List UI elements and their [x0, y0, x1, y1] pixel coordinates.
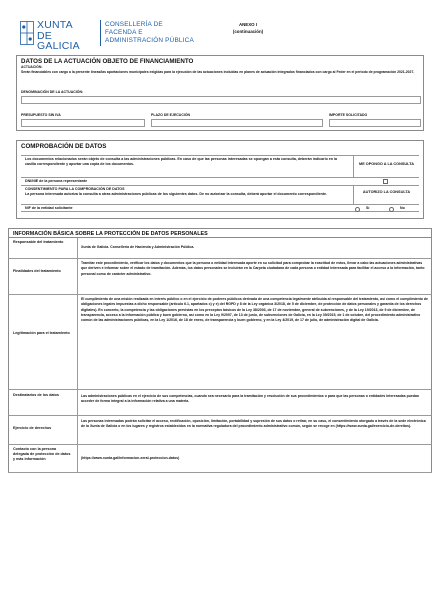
dni-label: DNI/NIE de la persona representante	[25, 179, 88, 183]
action-data-title: DATOS DE LA ACTUACIÓN OBJETO DE FINANCIAMIENTO	[21, 58, 194, 65]
yes-label: Sí	[366, 206, 370, 210]
dept-line3: ADMINISTRACIÓN PÚBLICA	[105, 37, 194, 44]
annex-subtitle: (continuación)	[232, 29, 264, 34]
oppose-text: Los documentos relacionados serán objeto de consulta a las administraciones públicas. En caso de que las personas interesadas se opongan a esta consulta, deberán indicarlo en la casilla correspondiente y aportar una copia de los documentos.	[25, 157, 337, 167]
protection-row-rights	[8, 416, 432, 445]
check-row-dni	[21, 177, 419, 185]
recipients-label: Destinatarios de los datos	[13, 393, 59, 397]
denomination-label: DENOMINACIÓN DE LA ACTUACIÓN:	[21, 90, 84, 94]
oppose-checkbox[interactable]	[383, 179, 388, 184]
column-divider	[77, 390, 78, 415]
responsible-text: Xunta de Galicia. Consellería de Hacienda y Administración Pública.	[81, 245, 195, 249]
legitimation-label: Legitimación para el tratamiento	[13, 331, 70, 335]
data-check-section	[16, 140, 424, 219]
logo-divider	[100, 20, 101, 46]
budget-label: PRESUPUESTO SIN IVA	[21, 113, 61, 117]
recipients-text: Las administraciones públicas en el ejercicio de sus competencias, cuando sea necesario para la tramitación y resolución de sus procedimientos o para que las personas o entidades interesadas puedan acceder de forma integral a la información relativa a una materia.	[81, 394, 420, 404]
logo-text	[37, 20, 96, 52]
column-divider	[77, 238, 78, 258]
logo-line2: DE GALICIA	[37, 29, 80, 52]
check-row-oppose	[21, 155, 419, 177]
contact-label: Contacto con la persona delegada de protección de datos y más información	[13, 447, 71, 462]
protection-row-responsible	[8, 238, 432, 259]
oppose-option-header: ME OPONGO A LA CONSULTA	[353, 156, 419, 178]
annex-label	[223, 21, 273, 35]
purposes-label: Finalidades del tratamiento	[13, 269, 61, 273]
column-divider	[77, 445, 78, 472]
check-row-nif	[21, 204, 419, 212]
logo-line1: XUNTA	[37, 19, 73, 31]
amount-label: IMPORTE SOLICITADO	[329, 113, 368, 117]
data-check-title: COMPROBACIÓN DE DATOS	[21, 143, 107, 150]
column-divider	[77, 416, 78, 444]
column-divider	[77, 259, 78, 294]
action-data-section	[16, 55, 424, 131]
protection-row-legitimation	[8, 295, 432, 390]
dept-line1: CONSELLERÍA DE	[105, 21, 163, 28]
department-name	[105, 21, 194, 45]
nif-label: NIF de la entidad solicitante	[25, 206, 73, 210]
rights-text: Las personas interesadas podrán solicitar el acceso, rectificación, oposición, limitación, portabilidad y supresión de sus datos o retirar, en su caso, el consentimiento otorgado a través de la sede electrónica de la Xunta de Galicia o en los lugares y registros establecidos en la normativa reguladora del procedimiento administrativo común, según se recoge en (https://www.xunta.gal/exercicio-de-dereitos).	[81, 419, 426, 429]
xunta-logo	[20, 19, 96, 52]
legitimation-text: El cumplimiento de una misión realizada en interés público o en el ejercicio de poderes públicos derivada de una competencia legalmente atribuida al responsable del tratamiento, así como el cumplimiento de obligaciones legales impuestas a dicho responsable (artículo 6.1, apartados c) y e) del RGPD y 8 de la Ley orgánica 3/2018, de 5 de diciembre, de protección de datos personales y garantía de los derechos digitales). En concreto, la competencia y las obligaciones previstas en los preceptos básicos de la Ley 38/2003, de 17 de noviembre, general de subvenciones, y de la Ley 19/2013, de 9 de diciembre, de transparencia, acceso a la información pública y buen gobierno, así como en la Ley 9/2007, de 13 de junio, de subvenciones de Galicia, en la Ley 39/2015, de 1 de octubre, del procedimiento administrativo común de las administraciones públicas, en la Ley 1/2016, de 18 de enero, de transparencia y buen gobierno, y en la Ley 4/2019, de 17 de julio, de administración digital de Galicia.	[81, 297, 428, 323]
term-field[interactable]	[151, 119, 323, 127]
action-subtitle: ACTUACIÓN:	[21, 65, 43, 69]
dept-line2: FACENDA E	[105, 29, 143, 36]
denomination-field[interactable]	[21, 96, 421, 104]
galicia-shield-icon	[20, 21, 34, 45]
protection-row-recipients	[8, 390, 432, 416]
amount-field[interactable]	[329, 119, 421, 127]
protection-row-purposes	[8, 259, 432, 295]
protection-row-contact	[8, 445, 432, 473]
action-intro-text: Serán financiables con cargo a la presente líneas/las aportaciones municipales exigidas para la ejecución de las actuaciones incluidas en planes de actuación integrados financiados con cargo al Feder en el periodo de programación 2021-2027.	[21, 70, 415, 74]
rights-label: Ejercicio de derechos	[13, 426, 52, 430]
column-divider	[77, 295, 78, 389]
page-header	[0, 0, 439, 56]
annex-title: ANEXO I	[238, 22, 258, 27]
authorize-option-header: AUTORIZO LA CONSULTA	[353, 186, 419, 205]
contact-link[interactable]: (https://www.xunta.gal/informacion-xeral-proteccion-datos)	[81, 456, 180, 460]
consent-title: CONSENTIMIENTO PARA LA COMPROBACIÓN DE DATOS	[25, 187, 125, 191]
authorize-yes-radio[interactable]	[355, 207, 360, 212]
purposes-text: Tramitar este procedimiento, verificar los datos y documentos que la persona o entidad interesada aporte en su solicitud para comprobar la exactitud de estos, llevar a cabo las actuaciones administrativas que deriven e informar sobre el estado de tramitación. Además, los datos personales se incluirán en la Carpeta ciudadana de cada persona o entidad interesada para facilitar el acceso a la información, tanto personal como de carácter administrativo.	[81, 261, 425, 276]
check-row-consent	[21, 185, 419, 204]
authorize-no-radio[interactable]	[389, 207, 394, 212]
term-label: PLAZO DE EJECUCIÓN	[151, 113, 191, 117]
budget-field[interactable]	[21, 119, 145, 127]
consent-text: La persona interesada autoriza la consulta a otras administraciones públicas de los siguientes datos. De no autorizar la consulta, deberá aportar el documento correspondiente.	[25, 192, 327, 196]
responsible-label: Responsable del tratamiento	[13, 240, 64, 244]
no-label: No	[400, 206, 405, 210]
data-protection-title: INFORMACIÓN BÁSICA SOBRE LA PROTECCIÓN DE DATOS PERSONALES	[8, 228, 432, 238]
